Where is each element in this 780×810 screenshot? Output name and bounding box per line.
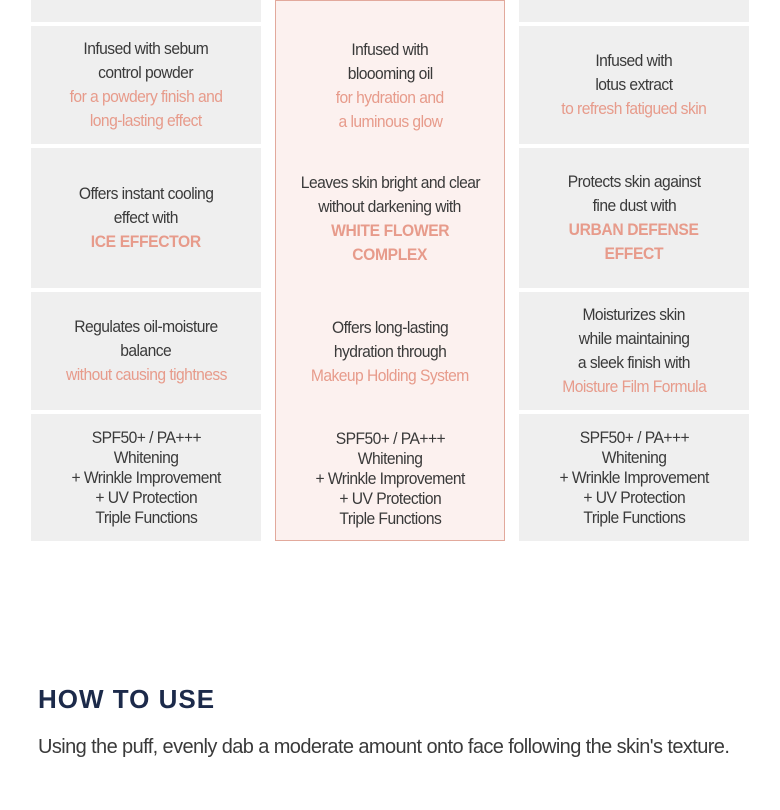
cell-line-highlight: a luminous glow bbox=[338, 112, 442, 131]
cell-line: fine dust with bbox=[592, 196, 676, 215]
cell-line-highlight: without causing tightness bbox=[65, 365, 227, 384]
function-cell bbox=[519, 414, 749, 541]
product-column-2 bbox=[275, 0, 505, 541]
cell-line: bloooming oil bbox=[347, 64, 433, 83]
header-cell bbox=[275, 1, 505, 23]
cell-line: a sleek finish with bbox=[577, 353, 691, 372]
cell-line: Triple Functions bbox=[583, 507, 685, 527]
cell-line: balance bbox=[120, 341, 172, 360]
cell-line: SPF50+ / PA+++ bbox=[335, 428, 445, 448]
cell-line: hydration through bbox=[333, 342, 447, 361]
cell-line: Whitening bbox=[113, 447, 179, 467]
how-to-use-heading: HOW TO USE bbox=[38, 684, 216, 714]
cell-line-highlight: to refresh fatigued skin bbox=[561, 99, 707, 118]
cell-line: + UV Protection bbox=[339, 488, 441, 508]
cell-line: Offers long-lasting bbox=[331, 318, 449, 337]
cell-line-highlight: WHITE FLOWER bbox=[330, 221, 450, 240]
cell-line: Moisturizes skin bbox=[582, 305, 686, 324]
cell-line: + Wrinkle Improvement bbox=[315, 468, 465, 488]
product-column-3 bbox=[519, 0, 749, 541]
feature-cell bbox=[275, 149, 505, 289]
cell-line: SPF50+ / PA+++ bbox=[579, 427, 689, 447]
cell-line: + Wrinkle Improvement bbox=[71, 467, 221, 487]
function-cell bbox=[275, 415, 505, 542]
cell-line: Infused with bbox=[595, 51, 673, 70]
cell-line: + UV Protection bbox=[583, 487, 685, 507]
cell-line: Infused with sebum bbox=[83, 39, 209, 58]
benefit-cell bbox=[31, 292, 261, 410]
cell-line: Leaves skin bright and clear bbox=[300, 173, 480, 192]
benefit-cell bbox=[275, 293, 505, 411]
cell-line-highlight: COMPLEX bbox=[352, 245, 428, 264]
cell-line: SPF50+ / PA+++ bbox=[91, 427, 201, 447]
cell-line: lotus extract bbox=[595, 75, 673, 94]
cell-line-highlight: for a powdery finish and bbox=[69, 87, 223, 106]
cell-line: + Wrinkle Improvement bbox=[559, 467, 709, 487]
cell-line: effect with bbox=[113, 208, 179, 227]
product-column-1 bbox=[31, 0, 261, 541]
cell-line: control powder bbox=[98, 63, 194, 82]
ingredient-cell bbox=[31, 26, 261, 144]
cell-line: while maintaining bbox=[578, 329, 690, 348]
cell-line: Regulates oil-moisture bbox=[74, 317, 218, 336]
comparison-table bbox=[31, 0, 749, 541]
cell-line: Triple Functions bbox=[339, 508, 441, 528]
ingredient-cell bbox=[275, 27, 505, 145]
benefit-cell bbox=[519, 292, 749, 410]
ingredient-cell bbox=[519, 26, 749, 144]
cell-line-highlight: long-lasting effect bbox=[90, 111, 202, 130]
cell-line-highlight: Moisture Film Formula bbox=[562, 377, 706, 396]
how-to-use-text: Using the puff, evenly dab a moderate amount onto face following the skin's texture. bbox=[38, 736, 730, 758]
cell-line-highlight: Makeup Holding System bbox=[311, 366, 469, 385]
cell-line: + UV Protection bbox=[95, 487, 197, 507]
cell-line: Infused with bbox=[351, 40, 429, 59]
cell-line: Protects skin against bbox=[567, 172, 701, 191]
function-cell bbox=[31, 414, 261, 541]
cell-line-highlight: for hydration and bbox=[335, 88, 444, 107]
header-cell bbox=[31, 0, 261, 22]
cell-line-highlight: ICE EFFECTOR bbox=[91, 232, 201, 251]
cell-line: Whitening bbox=[601, 447, 667, 467]
cell-line: without darkening with bbox=[318, 197, 462, 216]
feature-cell bbox=[31, 148, 261, 288]
header-cell bbox=[519, 0, 749, 22]
cell-line: Offers instant cooling bbox=[78, 184, 214, 203]
cell-line-highlight: URBAN DEFENSE bbox=[569, 220, 699, 239]
feature-cell bbox=[519, 148, 749, 288]
cell-line: Triple Functions bbox=[95, 507, 197, 527]
cell-line-highlight: EFFECT bbox=[604, 244, 664, 263]
cell-line: Whitening bbox=[357, 448, 423, 468]
